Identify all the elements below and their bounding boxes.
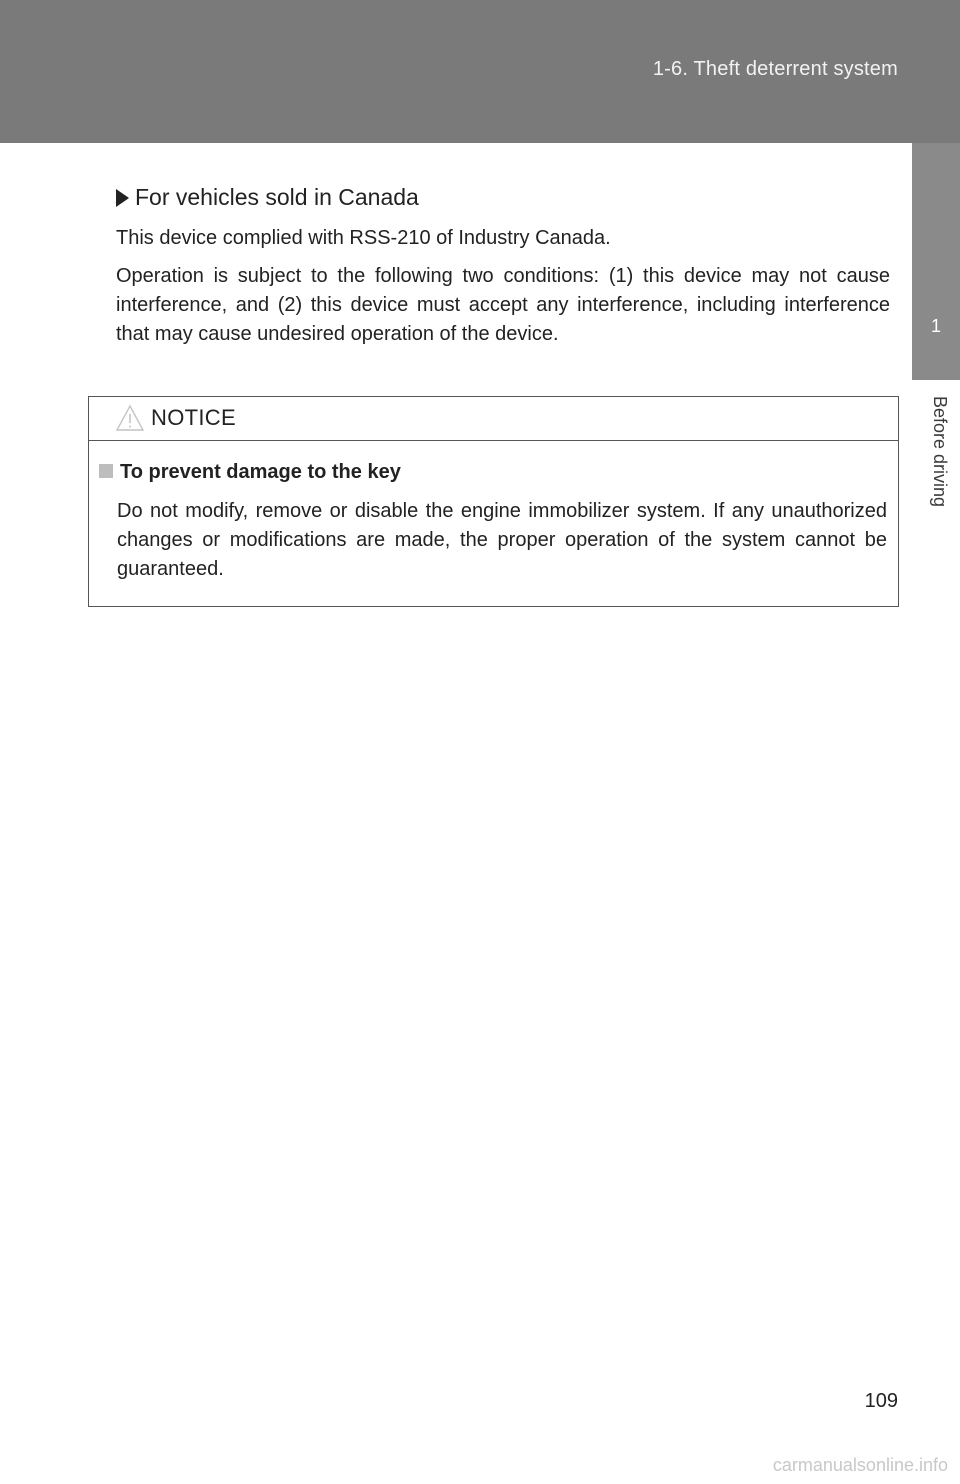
chapter-tab[interactable] (912, 143, 960, 380)
chapter-number: 1 (930, 316, 941, 336)
paragraph: This device complied with RSS-210 of Industry Canada. (116, 227, 611, 249)
triangle-bullet-icon (116, 189, 129, 207)
notice-body: Do not modify, remove or disable the engine immobilizer system. If any unauthorized changes or modifications are made, the proper operation of the system cannot be guaranteed. (117, 500, 887, 580)
page-number: 109 (864, 1390, 898, 1412)
notice-title: NOTICE (151, 405, 236, 430)
section-heading (116, 184, 419, 211)
section-title: 1-6. Theft deterrent system (652, 58, 898, 80)
section-heading-text: For vehicles sold in Canada (135, 184, 419, 210)
paragraph: Operation is subject to the following two conditions: (1) this device may not cause interference, and (2) this device must accept any interference, including interference that may cause undesired operation of the device. (116, 265, 890, 345)
notice-subheading (99, 461, 401, 484)
chapter-label: Before driving (930, 396, 950, 508)
notice-subheading-text: To prevent damage to the key (120, 461, 401, 483)
notice-header (89, 397, 898, 441)
watermark: carmanualsonline.info (772, 1455, 948, 1475)
notice-box (88, 396, 899, 607)
warning-triangle-icon (115, 404, 145, 432)
square-bullet-icon (99, 464, 113, 478)
